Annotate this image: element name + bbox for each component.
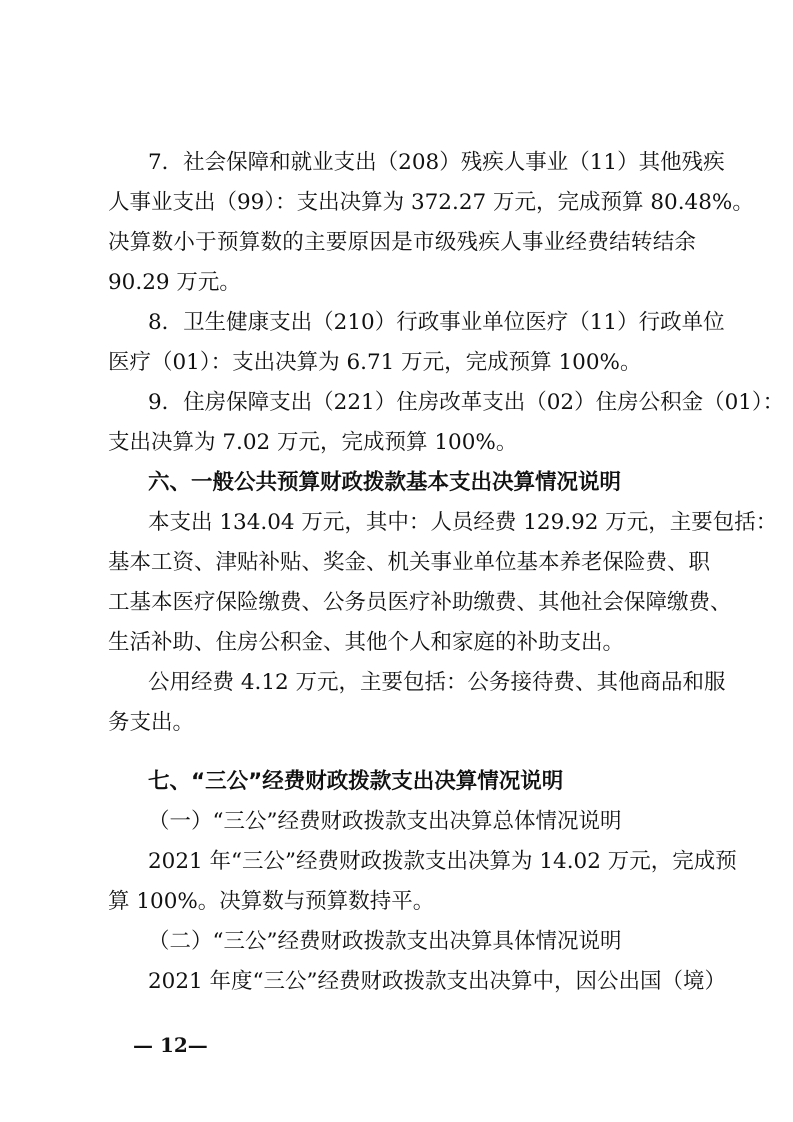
basic-line-1: 本支出 134.04 万元，其中：人员经费 129.92 万元，主要包括： bbox=[148, 510, 778, 535]
overall-line-1: 2021 年“三公”经费财政拨款支出决算为 14.02 万元，完成预 bbox=[148, 849, 737, 874]
basic-line-3: 工基本医疗保险缴费、公务员医疗补助缴费、其他社会保障缴费、 bbox=[108, 590, 732, 615]
public-line-1: 公用经费 4.12 万元，主要包括：公务接待费、其他商品和服 bbox=[148, 670, 726, 695]
p7-line-1: 7．社会保障和就业支出（208）残疾人事业（11）其他残疾 bbox=[148, 150, 725, 175]
p7-line-4: 90.29 万元。 bbox=[108, 270, 241, 295]
public-line-2: 务支出。 bbox=[108, 710, 195, 735]
subsection-heading-1: （一）“三公”经费财政拨款支出决算总体情况说明 bbox=[148, 809, 622, 834]
subsection-heading-2: （二）“三公”经费财政拨款支出决算具体情况说明 bbox=[148, 929, 622, 954]
basic-line-4: 生活补助、住房公积金、其他个人和家庭的补助支出。 bbox=[108, 630, 625, 655]
detail-line-1: 2021 年度“三公”经费财政拨款支出决算中，因公出国（境） bbox=[148, 969, 727, 994]
basic-line-2: 基本工资、津贴补贴、奖金、机关事业单位基本养老保险费、职 bbox=[108, 550, 711, 575]
p8-line-2: 医疗（01）：支出决算为 6.71 万元，完成预算 100%。 bbox=[108, 350, 642, 375]
p9-line-2: 支出决算为 7.02 万元，完成预算 100%。 bbox=[108, 430, 518, 455]
p7-line-3: 决算数小于预算数的主要原因是市级残疾人事业经费结转结余 bbox=[108, 230, 696, 255]
page-number: — 12— bbox=[133, 1033, 208, 1057]
section-heading-6: 六、一般公共预算财政拨款基本支出决算情况说明 bbox=[148, 470, 622, 495]
section-heading-7: 七、“三公”经费财政拨款支出决算情况说明 bbox=[148, 769, 564, 794]
p8-line-1: 8．卫生健康支出（210）行政事业单位医疗（11）行政单位 bbox=[148, 310, 725, 335]
p9-line-1: 9．住房保障支出（221）住房改革支出（02）住房公积金（01）： bbox=[148, 390, 785, 415]
overall-line-2: 算 100%。决算数与预算数持平。 bbox=[108, 889, 435, 914]
p7-line-2: 人事业支出（99）：支出决算为 372.27 万元，完成预算 80.48%。 bbox=[108, 190, 754, 215]
